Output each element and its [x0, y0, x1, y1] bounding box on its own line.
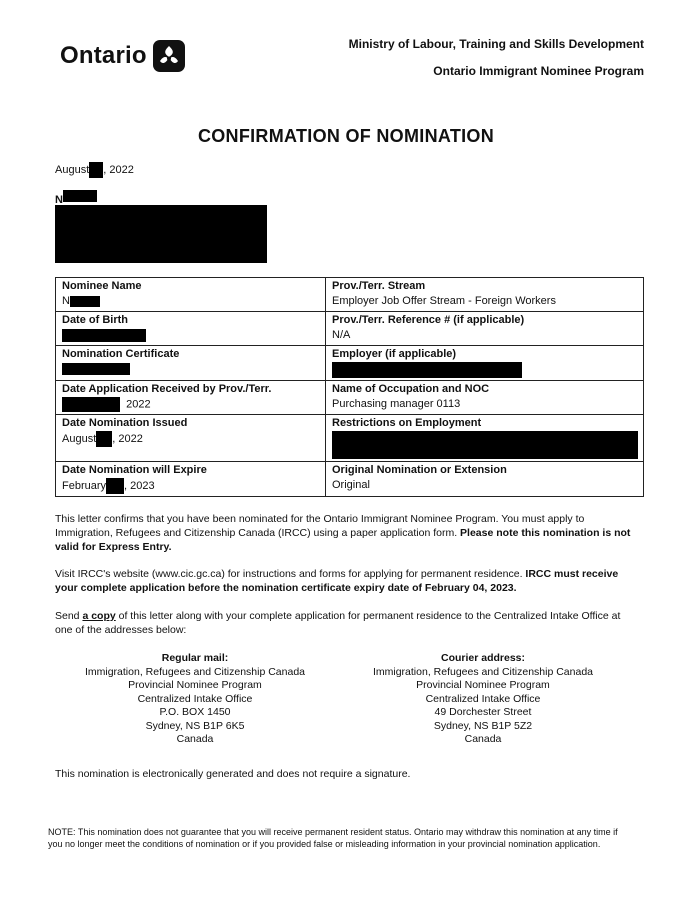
paragraph-text: Send — [55, 610, 83, 622]
employer-label: Employer (if applicable) — [332, 348, 457, 360]
occupation-value: Purchasing manager 0113 — [332, 398, 461, 410]
reference-value: N/A — [332, 329, 351, 341]
stream-label: Prov./Terr. Stream — [332, 280, 426, 292]
table-cell — [326, 312, 644, 346]
restrictions-value — [332, 431, 638, 459]
expiry-value — [62, 478, 320, 494]
page-title: CONFIRMATION OF NOMINATION — [197, 126, 495, 146]
table-cell — [326, 462, 644, 497]
redaction-box — [106, 478, 124, 494]
address-line: Sydney, NS B1P 5Z2 — [433, 719, 533, 732]
table-cell — [56, 415, 326, 462]
certificate-value — [62, 362, 320, 377]
redaction-box — [96, 431, 112, 447]
expiry-year: , 2023 — [124, 480, 155, 493]
address-line: P.O. BOX 1450 — [159, 706, 231, 718]
address-line: Canada — [464, 733, 502, 745]
issued-year: , 2022 — [112, 433, 143, 446]
nomination-type-label: Original Nomination or Extension — [332, 464, 507, 477]
table-cell — [56, 462, 326, 497]
table-cell — [326, 346, 644, 381]
ontario-logo — [60, 40, 185, 72]
redaction-box — [55, 205, 267, 263]
letter-date — [55, 162, 134, 178]
address-line: Centralized Intake Office — [425, 692, 541, 705]
paragraph-text: of this letter along with your complete application for permanent residence to the Centralized Intake Office at one of the addresses below: — [55, 610, 621, 636]
address-line: Sydney, NS B1P 6K5 — [145, 719, 245, 732]
date-month: August — [55, 163, 90, 176]
paragraph-text: Visit IRCC's website (www.cic.gc.ca) for instructions and forms for applying for permanent residence. — [55, 568, 526, 580]
expiry-month: February — [62, 480, 107, 493]
received-value — [62, 397, 320, 412]
regular-mail-heading: Regular mail: — [161, 652, 229, 664]
courier-address — [348, 652, 618, 747]
footer-note: NOTE: This nomination does not guarantee that you will receive permanent resident status. Ontario may withdraw this nomination at any time if you no longer meet the conditions of nomination or if you provided false or misleading information in your provincial nomination application. — [48, 827, 618, 849]
nominee-initial: N — [62, 295, 70, 307]
redaction-box — [63, 190, 97, 202]
table-row — [56, 415, 644, 462]
employer-value — [332, 362, 638, 378]
address-line: 49 Dorchester Street — [434, 706, 532, 718]
nominee-name-value — [62, 294, 320, 309]
table-row — [56, 346, 644, 381]
address-line: Immigration, Refugees and Citizenship Canada — [372, 665, 594, 678]
reference-label: Prov./Terr. Reference # (if applicable) — [332, 314, 525, 326]
stream-value: Employer Job Offer Stream - Foreign Workers — [332, 295, 556, 307]
redaction-box — [62, 363, 130, 375]
paragraph-text: This letter confirms that you have been nominated for the Ontario Immigrant Nominee Program. You must apply to Immigration, Refugees and Citizenship Canada (IRCC) using a paper application form. — [55, 513, 585, 539]
signature-note: This nomination is electronically generated and does not require a signature. — [55, 768, 411, 780]
address-line: Provincial Nominee Program — [416, 679, 550, 691]
deadline-warning: IRCC must receive your complete application before the nomination certificate expiry date of February 04, 2023. — [55, 568, 619, 594]
redaction-box — [62, 397, 120, 412]
address-line: Immigration, Refugees and Citizenship Canada — [84, 665, 306, 678]
nomination-type-value: Original — [332, 479, 370, 492]
dob-label: Date of Birth — [62, 314, 128, 326]
logo-text: Ontario — [60, 42, 147, 69]
table-row — [56, 381, 644, 415]
ircc-paragraph — [55, 567, 635, 595]
program-name: Ontario Immigrant Nominee Program — [433, 64, 644, 78]
nomination-details-table — [55, 277, 644, 497]
issued-label: Date Nomination Issued — [62, 417, 188, 430]
table-cell — [56, 381, 326, 415]
table-cell — [56, 346, 326, 381]
regular-mail-address — [60, 652, 330, 747]
nominee-name-label: Nominee Name — [62, 280, 142, 292]
dob-value — [62, 328, 320, 343]
table-row — [56, 278, 644, 312]
trillium-icon — [153, 40, 185, 72]
recipient-initial: N — [55, 194, 63, 206]
occupation-label: Name of Occupation and NOC — [332, 383, 490, 395]
table-cell — [326, 278, 644, 312]
ministry-name: Ministry of Labour, Training and Skills Development — [348, 37, 644, 51]
expiry-label: Date Nomination will Expire — [62, 464, 207, 477]
address-line: Centralized Intake Office — [137, 692, 253, 705]
express-entry-warning: Please note this nomination is not valid for Express Entry. — [55, 527, 631, 553]
issued-value — [62, 431, 320, 447]
table-row — [56, 312, 644, 346]
a-copy-emphasis: a copy — [82, 610, 116, 622]
table-cell — [56, 312, 326, 346]
redaction-box — [62, 329, 146, 342]
certificate-label: Nomination Certificate — [62, 348, 180, 360]
received-year: 2022 — [126, 398, 151, 411]
table-cell — [326, 415, 644, 462]
address-line: Canada — [176, 733, 214, 745]
confirmation-paragraph — [55, 512, 635, 554]
courier-heading: Courier address: — [440, 652, 526, 664]
received-label: Date Application Received by Prov./Terr. — [62, 383, 272, 395]
issued-month: August — [62, 433, 97, 446]
redaction-box — [332, 362, 522, 378]
table-row — [56, 462, 644, 497]
restrictions-label: Restrictions on Employment — [332, 417, 482, 430]
address-line: Provincial Nominee Program — [128, 679, 262, 691]
redaction-box — [70, 296, 100, 307]
send-copy-paragraph — [55, 609, 635, 637]
recipient-address — [55, 190, 267, 263]
redaction-box — [332, 431, 638, 459]
table-cell — [326, 381, 644, 415]
table-cell — [56, 278, 326, 312]
date-year: , 2022 — [103, 163, 134, 176]
redaction-box — [89, 162, 103, 178]
